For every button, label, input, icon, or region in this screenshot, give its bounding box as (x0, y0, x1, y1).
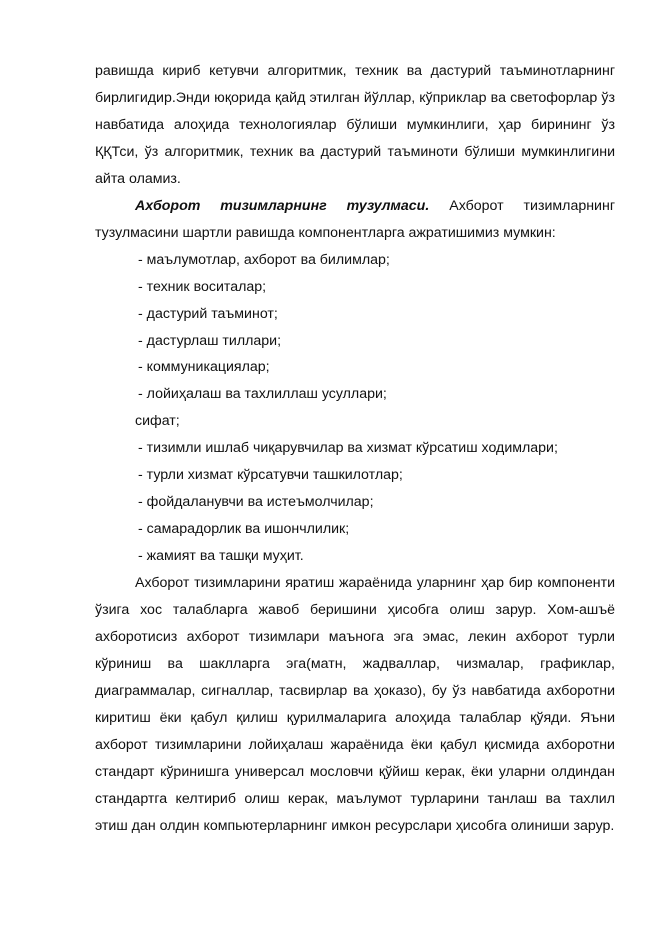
paragraph-requirements: Ахборот тизимларини яратиш жараёнида уларнинг ҳар бир компоненти ўзига хос талабларга жавоб беришини ҳисобга олиш зарур. Хом-ашъё ахборотисиз ахборот тизимлари маъногa эга эмас, лекин ахборот турли кўриниш ва шаклларга эга(матн, жадваллар, чизмалар, графиклар, диаграммалар, сигналлар, тасвирлар ва ҳоказо), бу ўз навбатида ахборотни киритиш ёки қабул қилиш қурилмаларига алоҳида талаблар қўяди. Яъни ахборот тизимларини лойиҳалаш жараёнида ёки қабул қисмида ахборотни стандарт кўринишга универсал мословчи қўйиш керак, ёки уларни олдиндан стандартга келтириб олиш керак, маълумот турларини танлаш ва тахлил этиш дан олдин компьютерларнинг имкон ресурслари ҳисобга олиниши зарур. (95, 575, 615, 834)
list-item: - жамият ва ташқи муҳит. (138, 548, 304, 565)
list-item: - дастурий таъминот; (138, 305, 278, 322)
component-list (95, 247, 615, 409)
list-item: - лойиҳалаш ва тахлиллаш усуллари; (138, 386, 387, 403)
list-item: - техник воситалар; (138, 278, 267, 295)
list-item: - коммуникациялар; (138, 359, 270, 376)
list-item: - самарадорлик ва ишончлилик; (138, 521, 350, 538)
list-item: - турли хизмат кўрсатувчи ташкилотлар; (138, 467, 403, 484)
list-item: - дастурлаш тиллари; (138, 332, 282, 349)
list-label: сифат; (135, 413, 180, 430)
document-page (95, 58, 615, 840)
paragraph-intro: равишда кириб кетувчи алгоритмик, техник ва дастурий таъминотларнинг бирлигидир.Энди юқорида қайд этилган йўллар, кўприклар ва светофорлар ўз навбатида алоҳида технологиялар бўлиши мумкинлиги, ҳар бирининг ўз ҚҚТси, ўз алгоритмик, техник ва дастурий таъминоти бўлиши мумкинлигини айта оламиз. (95, 63, 615, 187)
quality-list (95, 435, 615, 570)
paragraph-structure (95, 193, 615, 247)
list-item: - фойдаланувчи ва истеъмолчилар; (138, 494, 374, 511)
structure-text: Ахборот тизимларнинг тузулмасини шартли равишда компонентларга ажратишимиз мумкин: (95, 197, 615, 241)
list-item: - маълумотлар, ахборот ва билимлар; (138, 251, 390, 268)
section-heading: Ахборот тизимларнинг тузулмаси. (135, 197, 430, 214)
list-item: - тизимли ишлаб чиқарувчилар ва хизмат кўрсатиш ходимлари; (138, 440, 558, 457)
